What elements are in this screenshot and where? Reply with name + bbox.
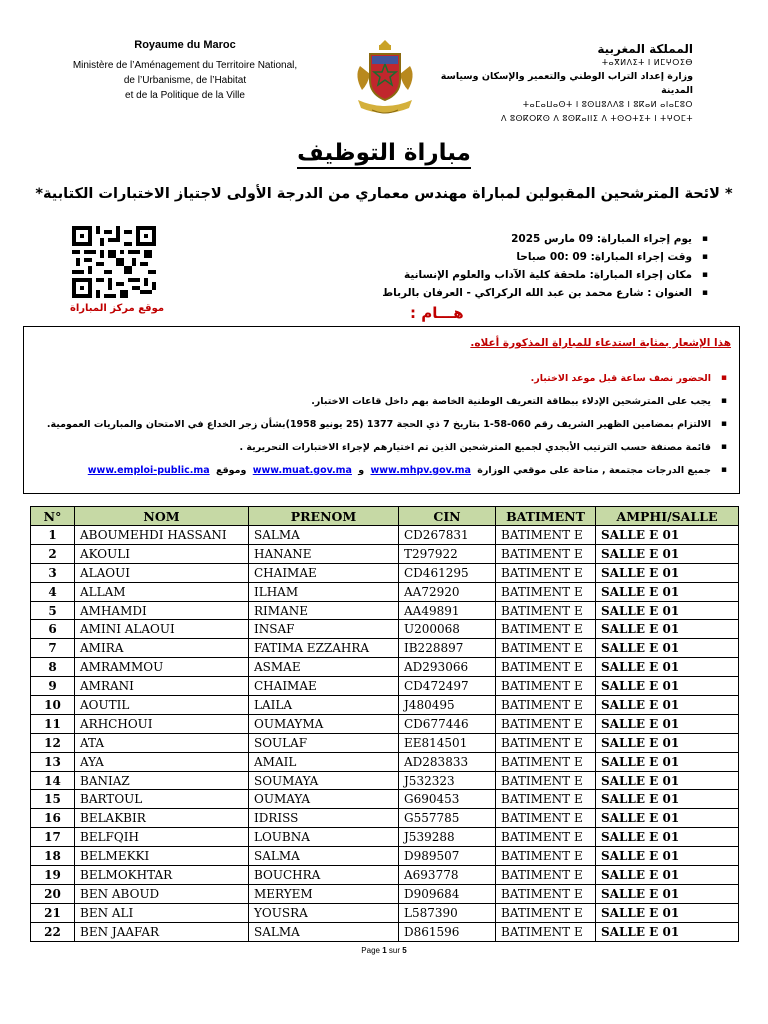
cell-salle: SALLE E 01: [596, 733, 739, 752]
exam-location: ▪ مكان إجراء المباراة: ملحقة كلية الآداب والعلوم الإنسانية: [308, 266, 708, 284]
table-row: [31, 884, 739, 903]
cell-cin: D909684: [399, 884, 496, 903]
ministry-name-tifinagh-1: ⵜⴰⵎⴰⵡⴰⵙⵜ ⵏ ⵓⵙⵡⵓⴷⴷⵓ ⵏ ⵓⴽⴰⵍ ⴰⵏⴰⵎⵓⵔ: [522, 100, 693, 109]
table-row: [31, 903, 739, 922]
cell-salle: SALLE E 01: [596, 696, 739, 715]
cell-number: 11: [31, 714, 75, 733]
cell-batiment: BATIMENT E: [496, 658, 596, 677]
notice-links-and: و: [358, 465, 365, 476]
cell-salle: SALLE E 01: [596, 582, 739, 601]
cell-batiment: BATIMENT E: [496, 771, 596, 790]
cell-number: 2: [31, 544, 75, 563]
table-row: [31, 677, 739, 696]
qr-caption: موقع مركز المباراة: [69, 303, 165, 314]
cell-cin: D861596: [399, 922, 496, 941]
cell-batiment: BATIMENT E: [496, 922, 596, 941]
cell-cin: A693778: [399, 866, 496, 885]
cell-number: 10: [31, 696, 75, 715]
cell-prenom: SALMA: [249, 922, 399, 941]
table-row: [31, 714, 739, 733]
cell-salle: SALLE E 01: [596, 620, 739, 639]
coat-of-arms-icon: [352, 36, 418, 118]
cell-prenom: YOUSRA: [249, 903, 399, 922]
cell-prenom: SALMA: [249, 847, 399, 866]
cell-number: 16: [31, 809, 75, 828]
table-row: [31, 563, 739, 582]
notice-item: ▪ قائمة مصنفة حسب الترتيب الأبجدي لجميع المترشحين الذين تم اختيارهم لإجراء الاختبارات التحريرية .: [37, 436, 727, 459]
cell-prenom: SOUMAYA: [249, 771, 399, 790]
cell-cin: AD283833: [399, 752, 496, 771]
cell-nom: AMINI ALAOUI: [75, 620, 249, 639]
cell-nom: AOUTIL: [75, 696, 249, 715]
table-row: [31, 639, 739, 658]
cell-prenom: BOUCHRA: [249, 866, 399, 885]
page-title: [0, 140, 768, 166]
table-row: [31, 526, 739, 545]
table-body: [31, 526, 739, 942]
header-french: [40, 38, 330, 103]
notice-list: [37, 367, 727, 482]
table-row: [31, 658, 739, 677]
cell-nom: BELFQIH: [75, 828, 249, 847]
cell-salle: SALLE E 01: [596, 544, 739, 563]
cell-number: 9: [31, 677, 75, 696]
table-row: [31, 582, 739, 601]
cell-number: 4: [31, 582, 75, 601]
cell-batiment: BATIMENT E: [496, 847, 596, 866]
cell-prenom: FATIMA EZZAHRA: [249, 639, 399, 658]
important-label: هـــام :: [410, 304, 464, 322]
cell-cin: AD293066: [399, 658, 496, 677]
cell-number: 3: [31, 563, 75, 582]
cell-nom: AKOULI: [75, 544, 249, 563]
cell-nom: AYA: [75, 752, 249, 771]
cell-salle: SALLE E 01: [596, 866, 739, 885]
cell-nom: BELMEKKI: [75, 847, 249, 866]
cell-number: 18: [31, 847, 75, 866]
cell-cin: T297922: [399, 544, 496, 563]
table-row: [31, 847, 739, 866]
ministry-line-1: Ministère de l’Aménagement du Territoire National,: [72, 60, 298, 71]
cell-batiment: BATIMENT E: [496, 903, 596, 922]
header-arabic: [433, 42, 693, 126]
table-row: [31, 733, 739, 752]
cell-nom: BELMOKHTAR: [75, 866, 249, 885]
cell-number: 17: [31, 828, 75, 847]
cell-cin: AA72920: [399, 582, 496, 601]
exam-address: ▪ العنوان : شارع محمد بن عبد الله الركراكي - العرفان بالرباط: [308, 284, 708, 302]
cell-batiment: BATIMENT E: [496, 790, 596, 809]
cell-cin: CD677446: [399, 714, 496, 733]
table-row: [31, 866, 739, 885]
cell-prenom: MERYEM: [249, 884, 399, 903]
cell-number: 13: [31, 752, 75, 771]
cell-number: 12: [31, 733, 75, 752]
page-title-text: مباراة التوظيف: [297, 140, 471, 169]
cell-salle: SALLE E 01: [596, 771, 739, 790]
cell-number: 1: [31, 526, 75, 545]
cell-prenom: LAILA: [249, 696, 399, 715]
cell-number: 14: [31, 771, 75, 790]
page-footer: [0, 946, 768, 955]
cell-nom: ATA: [75, 733, 249, 752]
ministry-line-3: et de la Politique de la Ville: [125, 90, 245, 101]
cell-cin: U200068: [399, 620, 496, 639]
cell-batiment: BATIMENT E: [496, 752, 596, 771]
cell-nom: BELAKBIR: [75, 809, 249, 828]
cell-salle: SALLE E 01: [596, 903, 739, 922]
cell-number: 6: [31, 620, 75, 639]
cell-cin: L587390: [399, 903, 496, 922]
cell-batiment: BATIMENT E: [496, 563, 596, 582]
cell-nom: BARTOUL: [75, 790, 249, 809]
cell-batiment: BATIMENT E: [496, 714, 596, 733]
cell-batiment: BATIMENT E: [496, 677, 596, 696]
table-row: [31, 771, 739, 790]
exam-date: ▪ يوم إجراء المباراة: 09 مارس 2025: [308, 230, 708, 248]
page-subtitle: * لائحة المترشحين المقبولين لمباراة مهندس معماري من الدرجة الأولى لاجتياز الاختبارات الكتابية*: [35, 186, 733, 202]
col-header-nom: NOM: [75, 507, 249, 526]
cell-nom: AMRAMMOU: [75, 658, 249, 677]
cell-prenom: HANANE: [249, 544, 399, 563]
ministry-line-2: de l’Urbanisme, de l’Habitat: [123, 75, 247, 86]
cell-batiment: BATIMENT E: [496, 544, 596, 563]
table-row: [31, 752, 739, 771]
table-row: [31, 601, 739, 620]
cell-salle: SALLE E 01: [596, 526, 739, 545]
cell-prenom: INSAF: [249, 620, 399, 639]
cell-cin: CD472497: [399, 677, 496, 696]
kingdom-name-fr: Royaume du Maroc: [134, 39, 236, 51]
footer-page-number: 1: [382, 946, 387, 955]
cell-batiment: BATIMENT E: [496, 884, 596, 903]
cell-nom: BEN ALI: [75, 903, 249, 922]
cell-number: 8: [31, 658, 75, 677]
table-row: [31, 620, 739, 639]
qr-code-icon[interactable]: [72, 226, 156, 298]
cell-cin: J480495: [399, 696, 496, 715]
exam-info-list: [308, 230, 708, 302]
cell-salle: SALLE E 01: [596, 752, 739, 771]
ministry-name-tifinagh-2: ⴷ ⵓⵙⴽⵔⴽⵙ ⴷ ⵓⵙⴽⴰⵏⵏⵉ ⴷ ⵜⵙⵔⵜⵉⵜ ⵏ ⵜⵖⵔⵎⵜ: [500, 114, 693, 123]
notice-links-prefix: جميع الدرجات مجتمعة , متاحة على موقعي الوزارة: [477, 465, 711, 476]
cell-cin: G557785: [399, 809, 496, 828]
cell-cin: D989507: [399, 847, 496, 866]
cell-nom: ARHCHOUI: [75, 714, 249, 733]
col-header-salle: AMPHI/SALLE: [596, 507, 739, 526]
cell-nom: BANIAZ: [75, 771, 249, 790]
candidates-table: [30, 506, 739, 942]
cell-batiment: BATIMENT E: [496, 866, 596, 885]
cell-salle: SALLE E 01: [596, 658, 739, 677]
cell-prenom: OUMAYMA: [249, 714, 399, 733]
cell-number: 19: [31, 866, 75, 885]
cell-batiment: BATIMENT E: [496, 733, 596, 752]
notice-item: ▪ الحضور نصف ساعة قبل موعد الاختبار.: [37, 367, 727, 390]
cell-number: 21: [31, 903, 75, 922]
col-header-number: N°: [31, 507, 75, 526]
cell-nom: ABOUMEHDI HASSANI: [75, 526, 249, 545]
cell-cin: J532323: [399, 771, 496, 790]
cell-prenom: AMAIL: [249, 752, 399, 771]
table-row: [31, 828, 739, 847]
col-header-batiment: BATIMENT: [496, 507, 596, 526]
cell-number: 22: [31, 922, 75, 941]
table-header-row: [31, 507, 739, 526]
cell-nom: BEN JAAFAR: [75, 922, 249, 941]
cell-nom: ALLAM: [75, 582, 249, 601]
notice-links-and-site: وموقع: [215, 465, 247, 476]
footer-sur: sur: [388, 946, 401, 955]
cell-number: 7: [31, 639, 75, 658]
cell-cin: EE814501: [399, 733, 496, 752]
notice-item: ▪ الالتزام بمضامين الظهير الشريف رقم 060-58-1 بتاريخ 7 ذي الحجة 1377 (25 يونيو 1958)بشأن زجر الخداع في الامتحان والمباريات العمومية.: [37, 413, 727, 436]
cell-salle: SALLE E 01: [596, 884, 739, 903]
cell-batiment: BATIMENT E: [496, 582, 596, 601]
cell-batiment: BATIMENT E: [496, 828, 596, 847]
cell-cin: CD461295: [399, 563, 496, 582]
cell-prenom: ILHAM: [249, 582, 399, 601]
cell-nom: BEN ABOUD: [75, 884, 249, 903]
link-emploi-public[interactable]: www.emploi-public.ma: [87, 465, 210, 476]
table-row: [31, 696, 739, 715]
cell-salle: SALLE E 01: [596, 563, 739, 582]
cell-batiment: BATIMENT E: [496, 526, 596, 545]
cell-number: 20: [31, 884, 75, 903]
cell-prenom: SOULAF: [249, 733, 399, 752]
table-row: [31, 790, 739, 809]
notice-heading: هذا الإشعار بمثابة استدعاء للمباراة المذكورة أعلاه.: [470, 337, 731, 349]
cell-batiment: BATIMENT E: [496, 639, 596, 658]
footer-page-label: Page: [361, 946, 380, 955]
footer-page-total: 5: [402, 946, 407, 955]
cell-nom: AMIRA: [75, 639, 249, 658]
kingdom-name-ar: المملكة المغربية: [597, 42, 693, 56]
cell-batiment: BATIMENT E: [496, 620, 596, 639]
link-muat[interactable]: www.muat.gov.ma: [252, 465, 352, 476]
cell-cin: IB228897: [399, 639, 496, 658]
cell-prenom: SALMA: [249, 526, 399, 545]
table-row: [31, 809, 739, 828]
cell-prenom: CHAIMAE: [249, 563, 399, 582]
cell-cin: J539288: [399, 828, 496, 847]
cell-prenom: LOUBNA: [249, 828, 399, 847]
cell-number: 15: [31, 790, 75, 809]
cell-cin: CD267831: [399, 526, 496, 545]
cell-prenom: IDRISS: [249, 809, 399, 828]
cell-cin: G690453: [399, 790, 496, 809]
col-header-cin: CIN: [399, 507, 496, 526]
ministry-name-ar: وزارة إعداد التراب الوطني والتعمير والإسكان وسياسة المدينة: [440, 71, 693, 96]
cell-salle: SALLE E 01: [596, 847, 739, 866]
cell-salle: SALLE E 01: [596, 601, 739, 620]
cell-salle: SALLE E 01: [596, 809, 739, 828]
notice-item-links: [37, 459, 727, 482]
cell-prenom: ASMAE: [249, 658, 399, 677]
cell-batiment: BATIMENT E: [496, 809, 596, 828]
cell-salle: SALLE E 01: [596, 714, 739, 733]
cell-prenom: OUMAYA: [249, 790, 399, 809]
exam-time: ▪ وقت إجراء المباراة: 09 :00 صباحا: [308, 248, 708, 266]
cell-number: 5: [31, 601, 75, 620]
cell-batiment: BATIMENT E: [496, 696, 596, 715]
cell-batiment: BATIMENT E: [496, 601, 596, 620]
notice-item: ▪ يجب على المترشحين الإدلاء ببطاقة التعريف الوطنية الخاصة بهم داخل قاعات الاختبار.: [37, 390, 727, 413]
cell-salle: SALLE E 01: [596, 922, 739, 941]
notice-box: [23, 326, 740, 494]
cell-salle: SALLE E 01: [596, 828, 739, 847]
cell-nom: AMRANI: [75, 677, 249, 696]
cell-nom: ALAOUI: [75, 563, 249, 582]
col-header-prenom: PRENOM: [249, 507, 399, 526]
table-row: [31, 544, 739, 563]
kingdom-name-tifinagh: ⵜⴰⴳⵍⴷⵉⵜ ⵏ ⵍⵎⵖⵔⵉⴱ: [601, 58, 693, 67]
link-mhpv[interactable]: www.mhpv.gov.ma: [370, 465, 471, 476]
cell-prenom: CHAIMAE: [249, 677, 399, 696]
cell-salle: SALLE E 01: [596, 677, 739, 696]
cell-cin: AA49891: [399, 601, 496, 620]
cell-salle: SALLE E 01: [596, 790, 739, 809]
cell-nom: AMHAMDI: [75, 601, 249, 620]
cell-prenom: RIMANE: [249, 601, 399, 620]
table-row: [31, 922, 739, 941]
cell-salle: SALLE E 01: [596, 639, 739, 658]
